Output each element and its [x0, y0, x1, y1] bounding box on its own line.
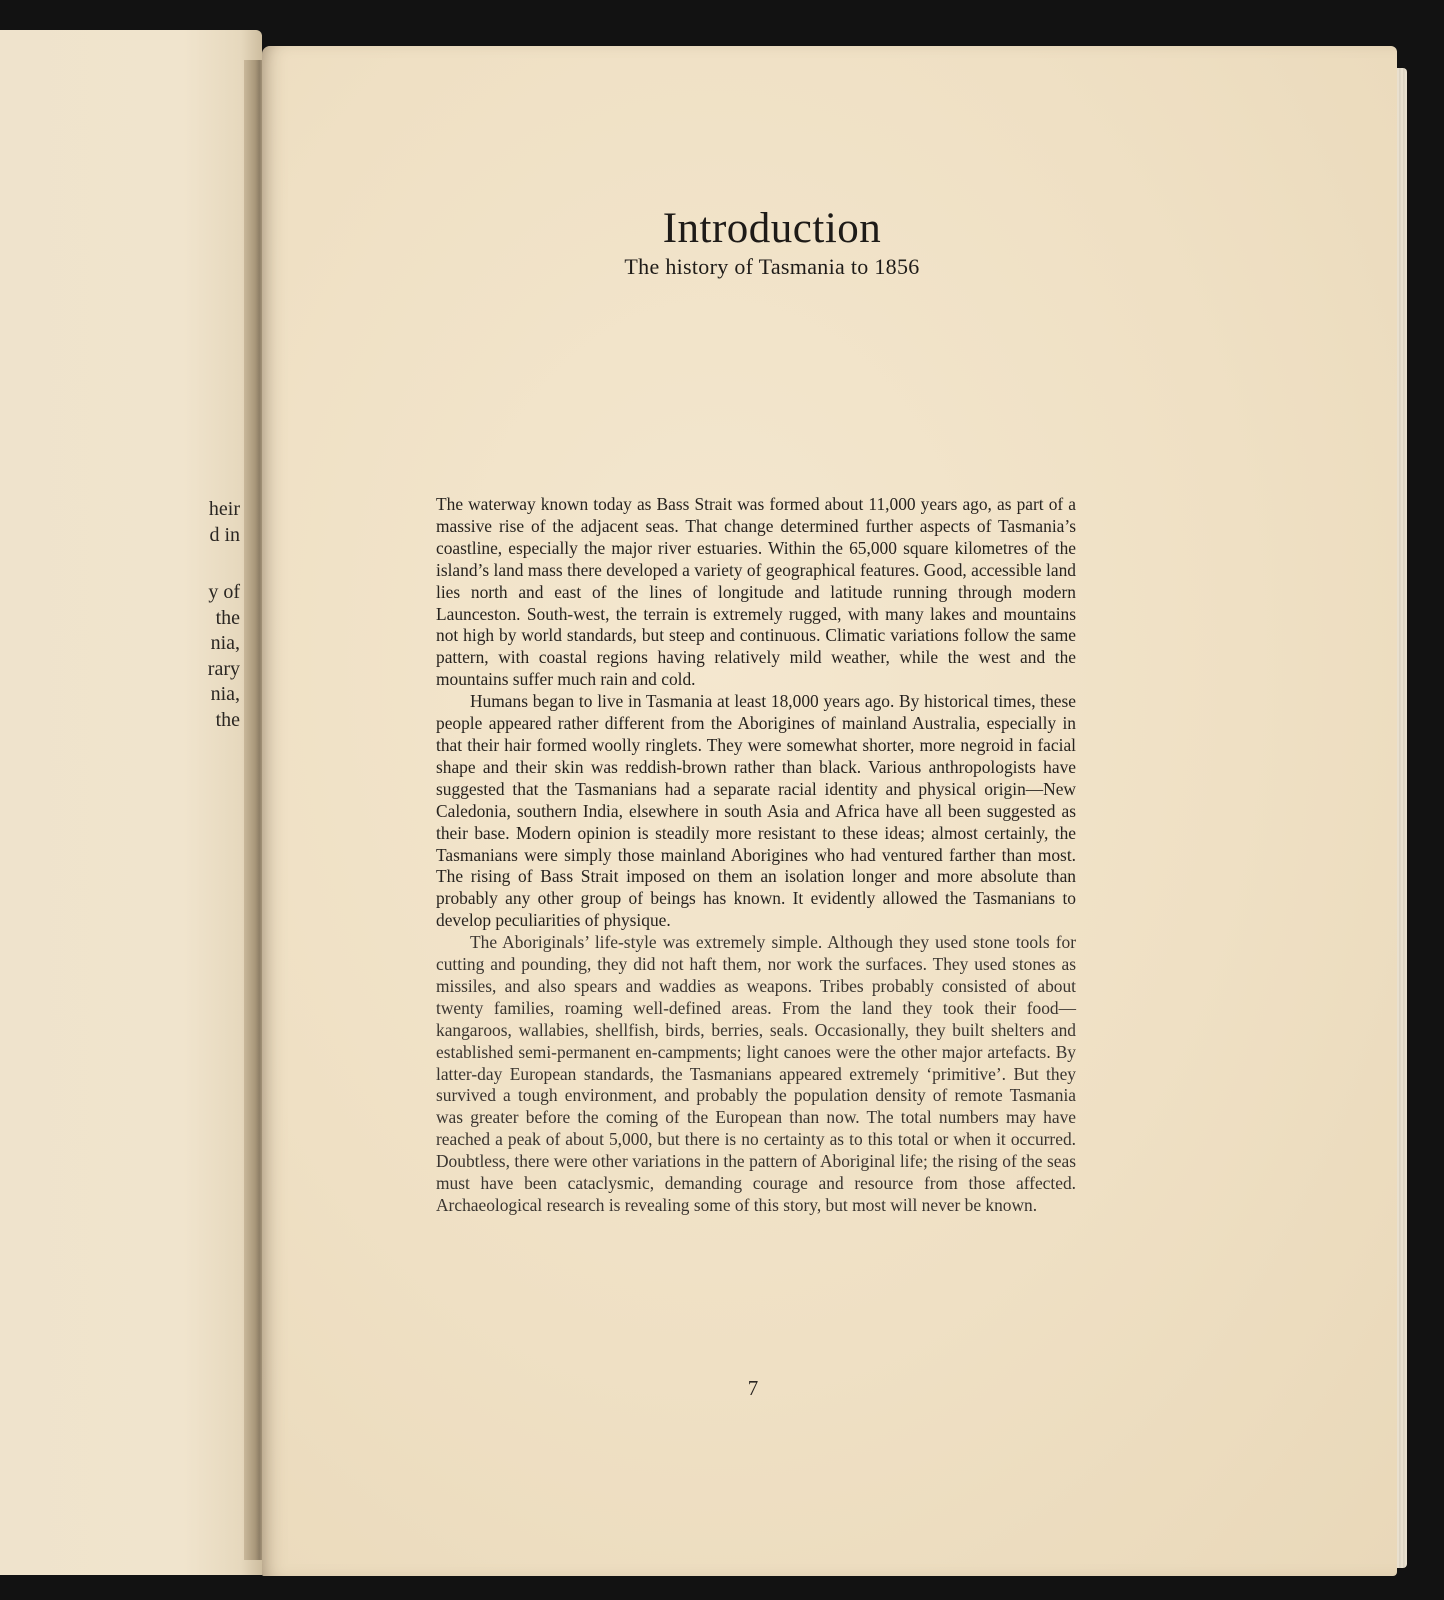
left-page	[0, 30, 262, 1575]
chapter-title: Introduction	[662, 205, 882, 252]
page-number: 7	[747, 1376, 759, 1400]
chapter-subtitle: The history of Tasmania to 1856	[624, 254, 920, 279]
body-text	[436, 494, 1076, 1217]
left-page-text-fragment-2: y of the nia, rary nia, the	[207, 581, 240, 731]
paragraph-2: Humans began to live in Tasmania at least 18,000 years ago. By historical times, these people appeared rather different from the Aborigines of mainland Australia, especially in that their hair formed woolly ringlets. They were somewhat shorter, more negroid in facial shape and their skin was reddish-brown rather than black. Various anthropologists have suggested that the Tasmanians had a separate racial identity and physical origin—New Caledonia, southern India, elsewhere in south Asia and Africa have all been suggested as their base. Modern opinion is steadily more resistant to these ideas; almost certainly, the Tasmanians were simply those mainland Aborigines who had ventured farther than most. The rising of Bass Strait imposed on them an isolation longer and more absolute than probably any other group of beings has known. It evidently allowed the Tasmanians to develop peculiarities of physique.	[436, 691, 1076, 931]
paragraph-1: The waterway known today as Bass Strait was formed about 11,000 years ago, as part of a massive rise of the adjacent seas. That change determined further aspects of Tasmania’s coastline, especially the major river estuaries. Within the 65,000 square kilometres of the island’s land mass there developed a variety of geographical features. Good, accessible land lies north and east of the lines of longitude and latitude running through modern Launceston. South-west, the terrain is extremely rugged, with many lakes and mountains not high by world standards, but steep and continuous. Climatic variations follow the same pattern, with coastal regions having relatively mild weather, while the west and the mountains suffer much rain and cold.	[436, 494, 1076, 690]
left-page-text-fragment-1: heir d in	[208, 498, 240, 546]
right-page	[262, 46, 1397, 1576]
paragraph-3: The Aboriginals’ life-style was extremely simple. Although they used stone tools for cutting and pounding, they did not haft them, nor work the surfaces. They used stones as missiles, and also spears and waddies as weapons. Tribes probably consisted of about twenty families, roaming well-defined areas. From the land they took their food—kangaroos, wallabies, shellfish, birds, berries, seals. Occasionally, they built shelters and established semi-permanent en-campments; light canoes were the other major artefacts. By latter-day European standards, the Tasmanians appeared extremely ‘primitive’. But they survived a tough environment, and probably the population density of remote Tasmania was greater before the coming of the European than now. The total numbers may have reached a peak of about 5,000, but there is no certainty as to this total or when it occurred. Doubtless, there were other variations in the pattern of Aboriginal life; the rising of the seas must have been cataclysmic, demanding courage and resource from those affected. Archaeological research is revealing some of this story, but most will never be known.	[436, 932, 1076, 1215]
